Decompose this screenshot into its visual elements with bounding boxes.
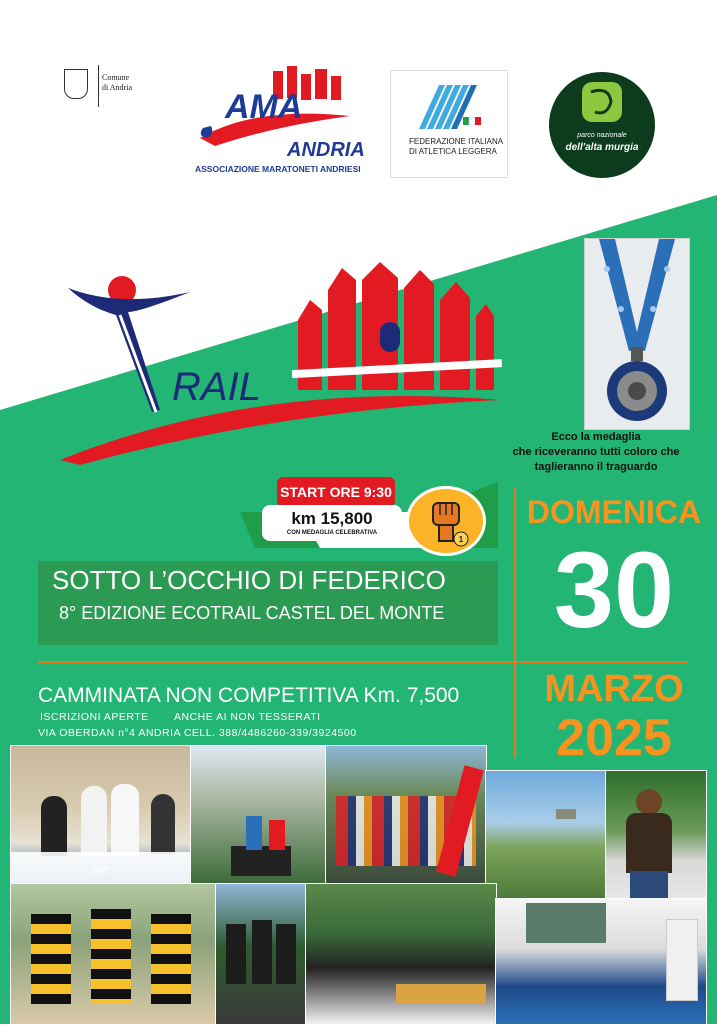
- comune-line2: di Andria: [102, 83, 132, 92]
- horizontal-divider: [38, 661, 688, 663]
- date-weekday: DOMENICA: [526, 494, 702, 530]
- medal-caption-line2: che riceveranno tutti coloro che: [512, 446, 680, 458]
- photo-cyclists: [215, 883, 307, 1025]
- photo-runners-start: [325, 745, 487, 885]
- ama-skyline-icon: [195, 66, 365, 166]
- parco-alta-murgia-logo: [549, 72, 655, 178]
- ama-city-text: ANDRIA: [287, 139, 365, 161]
- andria-crest-icon: [64, 69, 88, 99]
- fidal-stripes-icon: [391, 71, 507, 137]
- medal-caption-line1: Ecco la medaglia: [551, 431, 641, 443]
- coin-number: 1: [458, 535, 464, 544]
- comune-di-andria-logo: [58, 65, 138, 107]
- photo-finish-arch: [495, 898, 707, 1025]
- logo-divider: [98, 65, 99, 107]
- walk-title: CAMMINATA NON COMPETITIVA Km. 7,500: [38, 684, 460, 707]
- registrations-open: ISCRIZIONI APERTE: [40, 711, 149, 723]
- event-edition: 8° EDIZIONE ECOTRAIL CASTEL DEL MONTE: [59, 603, 445, 623]
- photo-drummers: [10, 883, 217, 1025]
- parco-leaf-icon: [549, 72, 655, 132]
- photo-watermark: SOT: [93, 866, 110, 876]
- photo-landscape-castle: [485, 770, 607, 900]
- distance-value: km 15,800: [291, 509, 373, 528]
- photo-volunteers-table: [10, 745, 192, 885]
- parco-line2: dell'alta murgia: [565, 142, 639, 153]
- trail-logo-graphic: [60, 260, 505, 470]
- non-members-note: ANCHE AI NON TESSERATI: [174, 711, 321, 723]
- ama-andria-logo: [195, 66, 365, 181]
- contact-info: VIA OBERDAN n°4 ANDRIA CELL. 388/4486260-339/3924500: [38, 727, 357, 739]
- event-title: SOTTO L’OCCHIO DI FEDERICO: [52, 565, 446, 595]
- date-month: MARZO: [544, 668, 684, 710]
- trail-word: RAIL: [172, 365, 261, 409]
- parco-line1: parco nazionale: [577, 132, 627, 139]
- date-year: 2025: [556, 709, 672, 767]
- trail-logo: [60, 260, 505, 470]
- photo-podium: [190, 745, 327, 885]
- date-day: 30: [553, 529, 675, 650]
- fidal-line1: FEDERAZIONE ITALIANA: [409, 137, 504, 146]
- fidal-line2: DI ATLETICA LEGGERA: [409, 147, 497, 156]
- comune-line1: Comune: [102, 73, 130, 82]
- raised-fist-icon: [409, 489, 483, 553]
- medal-caption-line3: taglieranno il traguardo: [534, 461, 658, 473]
- fidal-logo: [390, 70, 508, 178]
- celebration-coin: [406, 486, 486, 556]
- medal-icon: [585, 239, 689, 429]
- ama-main-text: AMA: [225, 88, 303, 126]
- medal-caption: [478, 430, 714, 475]
- vertical-divider: [514, 488, 516, 758]
- medal-note: CON MEDAGLIA CELEBRATIVA: [286, 530, 378, 536]
- start-time-badge: START ORE 9:30: [277, 477, 395, 507]
- photo-staff-group: [305, 883, 497, 1025]
- ama-subtitle: ASSOCIAZIONE MARATONETI ANDRIESI: [195, 164, 361, 174]
- medal-photo: [584, 238, 690, 430]
- distance-badge: [262, 505, 402, 541]
